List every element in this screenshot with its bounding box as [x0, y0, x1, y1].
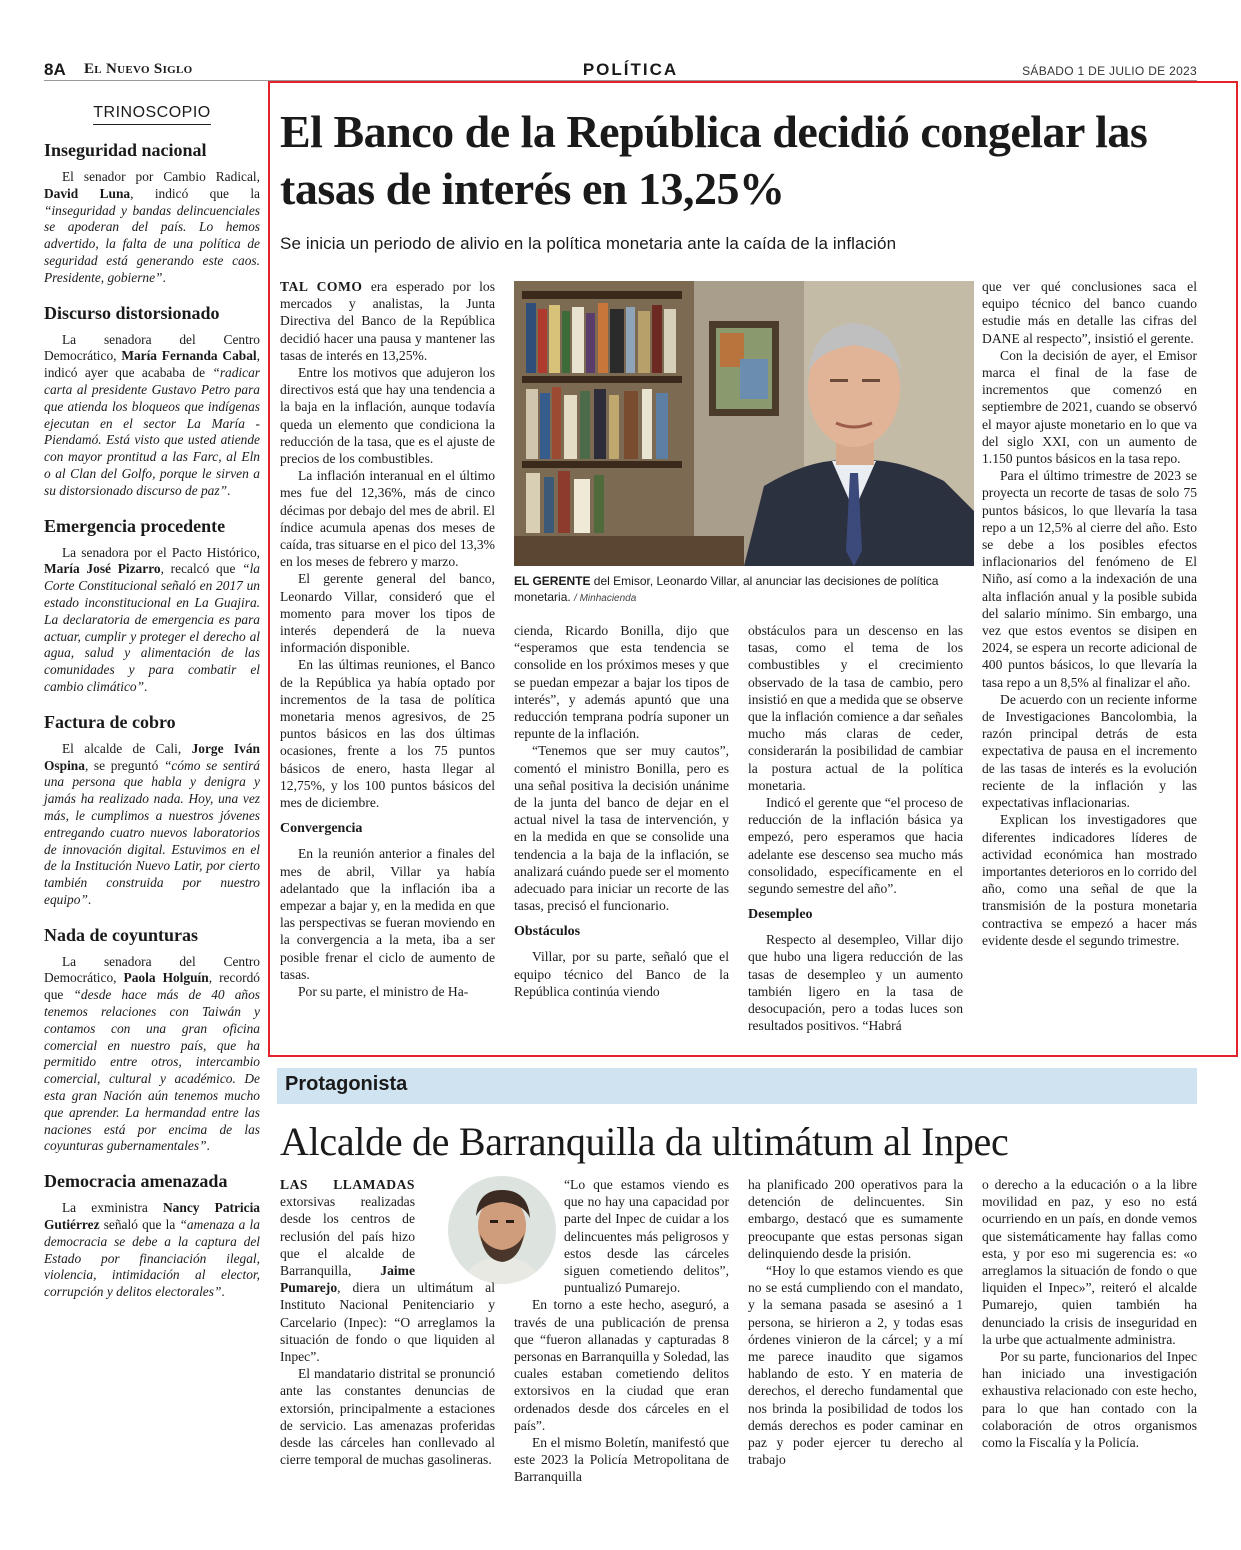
paragraph: Villar, por su parte, señaló que el equipo técnico del Banco de la República continúa viendo [514, 949, 729, 999]
story2-column-2 [514, 1176, 729, 1486]
page-number: 8A [44, 60, 66, 79]
paragraph: En torno a este hecho, aseguró, a través de una publicación de prensa que “fueron allanadas y capturadas 8 personas en Barranquilla y Soledad, las cuales estaban cometiendo delitos extorsivos en la ciudad que eran ordenados desde dos cárceles en el país”. [514, 1297, 729, 1433]
paragraph: obstáculos para un descenso en las tasas, como el tema de los combustibles y el crecimiento observado de la tasa de cambio, pero insistió en que a medida que se observe que la inflación comience a dar señales mucho más claras de ceder, considerarán la posibilidad de cambiar la postura actual de la política monetaria. [748, 623, 963, 793]
paragraph: Entre los motivos que adujeron los directivos está que hay una tendencia a la baja en la inflación, aunque todavía queda un elemento que condiciona la reducción de la tasa, que es el ajuste de precios de los combustibles. [280, 365, 495, 467]
section-band-label: Protagonista [285, 1073, 408, 1095]
photo-caption: EL GERENTE del Emisor, Leonardo Villar, al anunciar las decisiones de política monetaria. / Minhacienda [514, 574, 939, 604]
sidebar-item [44, 301, 260, 500]
paragraph: De acuerdo con un reciente informe de Investigaciones Bancolombia, la razón principal detrás de esta expectativa de pausa en el incremento de las tasas de interés es la evolución reciente de la inflación y las expectativas inflacionarias. [982, 691, 1197, 811]
sidebar-item [44, 923, 260, 1156]
paragraph: Explican los investigadores que diferentes indicadores líderes de actividad económica han mostrado importantes deterioros en lo corrido del año, como una señal de que la transmisión de la postura monetaria contractiva se empezó a hacer más evidente desde el segundo trimestre. [982, 812, 1197, 948]
sidebar-item-title: Inseguridad nacional [44, 140, 207, 160]
sidebar-item-body: El alcalde de Cali, Jorge Iván Ospina, se preguntó “cómo se sentirá una persona que habla y denigra y jamás ha realizado nada. Hoy, una vez más, le cumplimos a nuestros jóvenes entregando cuatro nuevos laboratorios de innovación digital. Estuvimos en el de la Institución Nuevo Latir, por cierto también construida por nuestro equipo”. [44, 740, 260, 907]
sidebar-heading: TRINOSCOPIO [44, 104, 260, 122]
paragraph: El gerente general del banco, Leonardo Villar, consideró que el momento para mover los tipos de interés dependerá de la nueva información disponible. [280, 571, 495, 656]
sidebar-item-title: Factura de cobro [44, 711, 176, 732]
leonardo-villar-photo [514, 281, 974, 566]
paragraph: “Hoy lo que estamos viendo es que no se está cumpliendo con el mandato, y la semana pasada se asesinó a 1 persona, se hirieron a 2, y todas esas órdenes vinieron de la cárcel; y a mí me parece inaudito que sigamos hablando de esto. Y en materia de derechos, el derecho fundamental que nos brinda la posibilidad de todos los demás derechos es poder caminar en paz y poder ejercer tu derecho al trabajo [748, 1263, 963, 1468]
paragraph: “Tenemos que ser muy cautos”, comentó el ministro Bonilla, pero es una señal positiva la decisión unánime de la junta del banco de dejar en el actual nivel la tasa de intervención, y en la medida en que se consolide una tendencia a la baja de la inflación, se analizará cuándo puede ser el momento adecuado para iniciar un recorte de las tasas, precisó el funcionario. [514, 743, 729, 914]
section-name: POLÍTICA [582, 60, 679, 79]
paragraph: Por su parte, funcionarios del Inpec han iniciado una investigación exhaustiva relacionado con este hecho, para lo que han contado con la colaboración de otros organismos como la Fiscalía y la Policía. [982, 1349, 1197, 1451]
photo-wrap-spacer [415, 1176, 495, 1276]
paragraph: El mandatario distrital se pronunció ante las constantes denuncias de extorsión, principalmente a estaciones de servicio. Las amenazas proferidas desde las cárceles han conllevado al cierre temporal de muchas gasolineras. [280, 1366, 495, 1468]
paragraph: que ver qué conclusiones saca el equipo técnico del banco cuando estudie más en detalle las cifras del DANE al respecto”, insistió el gerente. [982, 279, 1197, 346]
paragraph: En las últimas reuniones, el Banco de la República ya había optado por incrementos de la tasa de política monetaria menos agresivos, de 25 puntos básicos en las dos últimas ocasiones, frente a los 75 puntos básicos de enero, hasta llegar al 12,75%, y los 100 puntos básicos del mes de diciembre. [280, 657, 495, 811]
paragraph: La inflación interanual en el último mes fue del 12,36%, más de cinco décimas por debajo del mes de abril. El índice acumula apenas dos meses de caída, tras situarse en el pico del 13,3% en los meses de febrero y marzo. [280, 468, 495, 570]
sidebar-item-body: El senador por Cambio Radical, David Luna, indicó que la “inseguridad y bandas delincuenciales se apoderan del país. Lo hemos advertido, la falta de una política de seguridad está generando este caos. Presidente, gobierne”. [44, 169, 260, 285]
story2-column-4 [982, 1176, 1197, 1451]
paragraph: Con la decisión de ayer, el Emisor marca el final de la fase de incrementos que comenzó en septiembre de 2021, cuando se observó el mayor ajuste monetario en lo que va del siglo XXI, con un aumento de 1.150 puntos básicos en la tasa repo. [982, 347, 1197, 467]
lead-column-2 [514, 622, 729, 1000]
sidebar-item [44, 138, 260, 287]
sidebar-item-body: La senadora por el Pacto Histórico, María José Pizarro, recalcó que “la Corte Constitucional señaló en 2017 un estado inconstitucional en La Guajira. La declaratoria de emergencia es para actuar, cumplir y proteger el derecho al agua, salud y alimentación de las comunidades y para combatir el cambio climático”. [44, 544, 261, 694]
story2-column-1 [280, 1176, 495, 1468]
photo-wrap-spacer [514, 1176, 564, 1296]
paragraph: cienda, Ricardo Bonilla, dijo que “esperamos que esta tendencia se consolide en los próximos meses y que se puedan empezar a bajar los tipos de interés”, y además apuntó que una reducción temprana podría suponer un repunte de la inflación. [514, 623, 729, 742]
sidebar-item-title: Emergencia procedente [44, 515, 226, 536]
lead-headline: El Banco de la República decidió congelar las tasas de interés en 13,25% [280, 106, 1148, 214]
sidebar-item [44, 514, 260, 696]
sidebar-item [44, 710, 260, 909]
sidebar-item-body: La exministra Nancy Patricia Gutiérrez señaló que la “amenaza a la democracia se debe a la captura del Estado por financiación ilegal, violencia, intimidación al elector, corrupción y delitos electorales”. [44, 1200, 261, 1300]
issue-date: SÁBADO 1 DE JULIO DE 2023 [1022, 64, 1197, 78]
sidebar-item-title: Discurso distorsionado [44, 302, 220, 323]
paragraph: En el mismo Boletín, manifestó que este 2023 la Policía Metropolitana de Barranquilla [514, 1435, 729, 1485]
lead-column-4 [982, 278, 1197, 949]
paragraph: Para el último trimestre de 2023 se proyecta un recorte de tasas de solo 75 puntos básicos, lo que llevaría la tasa repo a un 12,5% al cierre del año. Esto se debe a los posibles efectos inflacionarios del fenómeno de El Niño, así como a la indexación de una alta inflación anual y la posible subida del salario mínimo. Sin embargo, una vez que estos eventos se disipen en 2024, se espera un recorte adicional de 400 puntos básicos, lo que llevaría la tasa repo a un 8,5% al finalizar el año. [982, 468, 1197, 690]
paragraph: o derecho a la educación o a la libre movilidad en paz, y eso no está ocurriendo en un país, en donde vemos que sistemáticamente hay fallas como esta, y por eso mi sugerencia es: «o arreglamos la situación de fondo o que liquiden el Inpec»”, reiteró el alcalde Pumarejo, quien también ha denunciado la crisis de inseguridad en la urbe que actualmente administra. [982, 1177, 1197, 1347]
paragraph: Indicó el gerente que “el proceso de reducción de la inflación básica ya empezó, pero esperamos que hacia adelante ese descenso sea mucho más consolidado, específicamente en el segundo semestre del año”. [748, 795, 963, 897]
paragraph: ha planificado 200 operativos para la detención de delincuentes. Sin embargo, destacó que es sumamente preocupante que estas personas sigan delinquiendo desde la prisión. [748, 1177, 963, 1261]
paragraph: Por su parte, el ministro de Ha- [298, 983, 469, 999]
paragraph: En la reunión anterior a finales del mes de abril, Villar ya había adelantado que la inflación iba a empezar a bajar y, en la medida en que las perspectivas se fueran moviendo en la convergencia a la meta, iba a ser posible frenar el ciclo de aumento de tasas. [280, 846, 495, 982]
sidebar-item-body: La senadora del Centro Democrático, María Fernanda Cabal, indicó ayer que acababa de “radicar carta al presidente Gustavo Petro para que atienda los bloqueos que indígenas ejecutan en el sector La María -Piendamó. Está visto que usted atiende con mayor prontitud a las Farc, al Eln o al Clan del Golfo, porque le sirven a su distorsionado discurso de paz”. [44, 331, 260, 498]
lead-subheadline: Se inicia un periodo de alivio en la política monetaria ante la caída de la inflación [280, 234, 897, 253]
lead-column-3 [748, 622, 963, 1034]
story2-headline: Alcalde de Barranquilla da ultimátum al Inpec [280, 1119, 1009, 1164]
sidebar-trinoscopio [44, 104, 260, 1315]
sidebar-item-title: Democracia amenazada [44, 1171, 228, 1192]
section-band [277, 1068, 1197, 1104]
sidebar-item [44, 1169, 260, 1301]
story2-column-3 [748, 1176, 963, 1468]
subheading-desempleo: Desempleo [748, 907, 813, 923]
paragraph: LAS LLAMADAS extorsivas realizadas desde los centros de reclusión del país hizo que el alcalde de Barranquilla, Jaime Pumarejo, diera un ultimátum al Instituto Nacional Penitenciario y Carcelario (Inpec): “O arreglamos la situación de fondo o que liquiden al Inpec”. [280, 1177, 495, 1365]
paragraph: Respecto al desempleo, Villar dijo que hubo una ligera reducción de las tasas de desempleo y un aumento también ligero en la tasa de desocupación, pero a todas luces son resultados positivos. “Habrá [748, 932, 963, 1034]
subheading-obstaculos: Obstáculos [514, 924, 581, 940]
sidebar-item-title: Nada de coyunturas [44, 924, 199, 945]
lead-column-1 [280, 278, 495, 1000]
sidebar-item-body: La senadora del Centro Democrático, Paola Holguín, recordó que “desde hace más de 40 años tenemos relaciones con Taiwán y contamos con una gran oficina comercial en nuestro país, que ha permitido entre otros, intercambio comercial, cultural y académico. De esta gran Nación aún tenemos mucho que aprender. La hermandad entre las naciones está por encima de las coyunturas gubernamentales”. [44, 953, 261, 1154]
subheading-convergencia: Convergencia [280, 821, 363, 837]
paragraph: “Lo que estamos viendo es que no hay una capacidad por parte del Inpec de cuidar a los delincuentes más peligrosos y estos desde las cárceles siguen cometiendo delitos”, puntualizó Pumarejo. [514, 1176, 729, 1296]
paragraph: TAL COMO era esperado por los mercados y analistas, la Junta Directiva del Banco de la República decidió hacer una pausa y mantener las tasas de interés en 13,25%. [280, 279, 496, 363]
publication-name: El Nuevo Siglo [84, 61, 193, 77]
